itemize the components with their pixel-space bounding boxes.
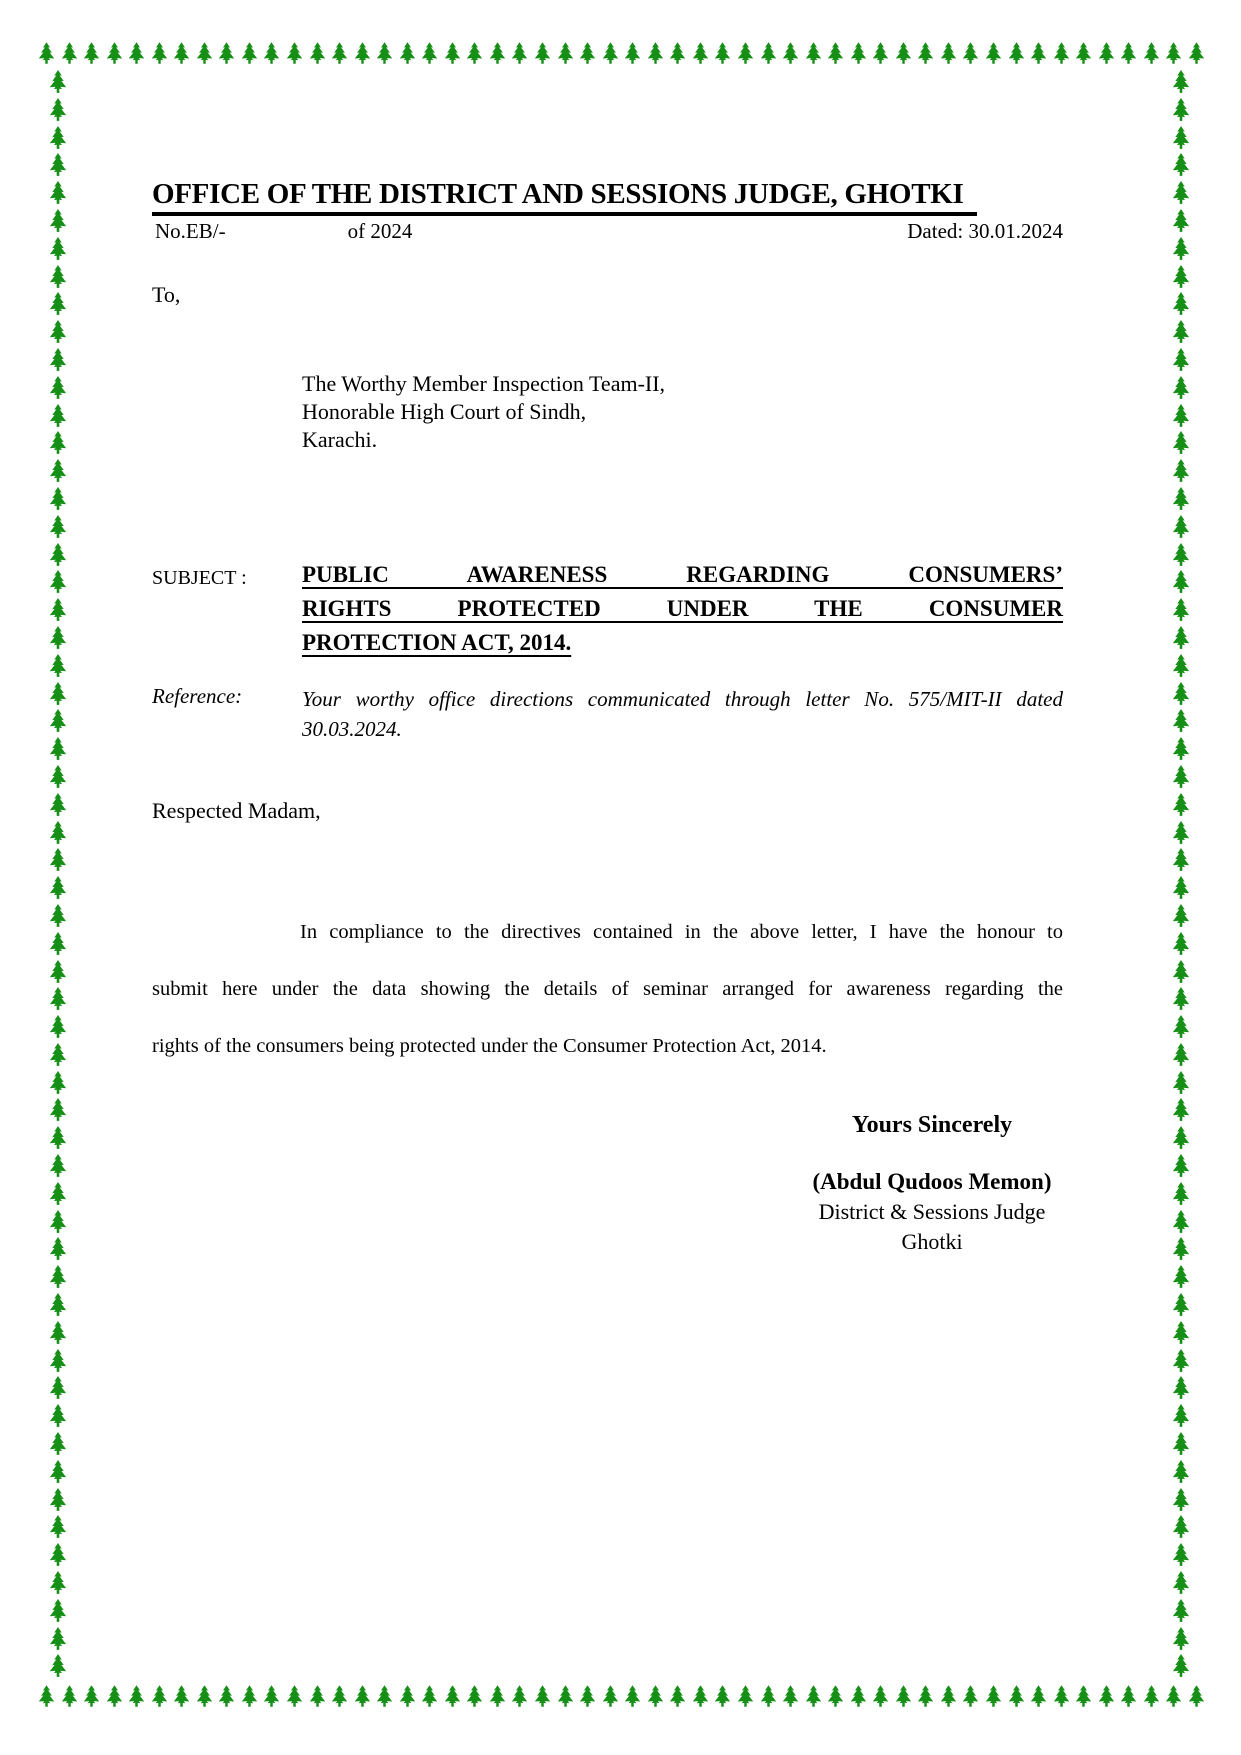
letter-date: Dated: 30.01.2024	[907, 219, 1063, 243]
pine-tree-icon	[1073, 1685, 1094, 1711]
pine-tree-icon	[46, 1043, 72, 1069]
pine-tree-icon	[1186, 1685, 1207, 1711]
pine-tree-icon	[1169, 126, 1195, 152]
signatory-title: District & Sessions Judge	[818, 1199, 1046, 1224]
pine-tree-icon	[46, 320, 72, 346]
pine-tree-icon	[46, 459, 72, 485]
subject-line: RIGHTS PROTECTED UNDER THE CONSUMER	[302, 596, 1063, 621]
pine-tree-icon	[690, 1685, 711, 1711]
recipient-address	[302, 370, 1063, 454]
pine-tree-icon	[46, 598, 72, 624]
pine-tree-icon	[46, 515, 72, 541]
pine-tree-icon	[983, 1685, 1004, 1711]
pine-tree-icon	[46, 265, 72, 291]
pine-tree-icon	[1186, 42, 1207, 68]
pine-tree-icon	[1169, 376, 1195, 402]
pine-tree-icon	[36, 42, 57, 68]
pine-tree-icon	[46, 626, 72, 652]
pine-tree-icon	[848, 1685, 869, 1711]
pine-tree-icon	[1169, 1349, 1195, 1375]
pine-tree-icon	[1141, 42, 1162, 68]
pine-tree-icon	[46, 487, 72, 513]
pine-tree-icon	[893, 1685, 914, 1711]
pine-tree-icon	[46, 348, 72, 374]
pine-tree-icon	[1169, 1515, 1195, 1541]
signatory-place: Ghotki	[901, 1229, 963, 1254]
pine-tree-icon	[46, 821, 72, 847]
pine-tree-icon	[307, 1685, 328, 1711]
subject-line: PROTECTION ACT, 2014.	[302, 630, 572, 655]
pine-tree-icon	[46, 1071, 72, 1097]
pine-tree-icon	[46, 932, 72, 958]
pine-tree-icon	[487, 1685, 508, 1711]
pine-tree-icon	[1169, 1321, 1195, 1347]
pine-tree-icon	[46, 848, 72, 874]
tree-border-bottom	[36, 1685, 1207, 1711]
pine-tree-icon	[1169, 487, 1195, 513]
pine-tree-icon	[1169, 682, 1195, 708]
pine-tree-icon	[1169, 1015, 1195, 1041]
pine-tree-icon	[712, 1685, 733, 1711]
pine-tree-icon	[46, 1126, 72, 1152]
pine-tree-icon	[1169, 515, 1195, 541]
pine-tree-icon	[374, 1685, 395, 1711]
pine-tree-icon	[46, 1571, 72, 1597]
greeting: Respected Madam,	[152, 798, 321, 823]
pine-tree-icon	[46, 376, 72, 402]
pine-tree-icon	[1169, 1654, 1195, 1680]
pine-tree-icon	[442, 1685, 463, 1711]
pine-tree-icon	[46, 1460, 72, 1486]
pine-tree-icon	[397, 1685, 418, 1711]
recipient-line: The Worthy Member Inspection Team-II,	[302, 371, 666, 396]
pine-tree-icon	[938, 1685, 959, 1711]
pine-tree-icon	[352, 1685, 373, 1711]
pine-tree-icon	[1163, 42, 1184, 68]
closing-salutation: Yours Sincerely	[851, 1112, 1013, 1138]
pine-tree-icon	[1169, 1432, 1195, 1458]
reference-label: Reference:	[152, 684, 243, 708]
pine-tree-icon	[1169, 1599, 1195, 1625]
pine-tree-icon	[1096, 1685, 1117, 1711]
signatory-name: (Abdul Qudoos Memon)	[812, 1169, 1052, 1194]
pine-tree-icon	[1169, 654, 1195, 680]
pine-tree-icon	[419, 1685, 440, 1711]
pine-tree-icon	[46, 209, 72, 235]
pine-tree-icon	[1169, 1182, 1195, 1208]
pine-tree-icon	[46, 1265, 72, 1291]
pine-tree-icon	[1118, 42, 1139, 68]
pine-tree-icon	[46, 70, 72, 96]
reference-number-line	[152, 219, 1063, 244]
pine-tree-icon	[46, 654, 72, 680]
pine-tree-icon	[46, 876, 72, 902]
pine-tree-icon	[1169, 1098, 1195, 1124]
pine-tree-icon	[600, 1685, 621, 1711]
pine-tree-icon	[803, 1685, 824, 1711]
letter-year: of 2024	[347, 219, 413, 243]
pine-tree-icon	[645, 1685, 666, 1711]
pine-tree-icon	[46, 1015, 72, 1041]
pine-tree-icon	[329, 1685, 350, 1711]
pine-tree-icon	[81, 42, 102, 68]
pine-tree-icon	[46, 960, 72, 986]
pine-tree-icon	[46, 570, 72, 596]
pine-tree-icon	[46, 709, 72, 735]
pine-tree-icon	[1169, 904, 1195, 930]
pine-tree-icon	[126, 1685, 147, 1711]
pine-tree-icon	[46, 1321, 72, 1347]
pine-tree-icon	[1006, 1685, 1027, 1711]
pine-tree-icon	[46, 737, 72, 763]
pine-tree-icon	[509, 1685, 530, 1711]
pine-tree-icon	[1169, 737, 1195, 763]
pine-tree-icon	[1169, 153, 1195, 179]
subject-line: PUBLIC AWARENESS REGARDING CONSUMERS’	[302, 562, 1063, 587]
pine-tree-icon	[126, 42, 147, 68]
pine-tree-icon	[1169, 181, 1195, 207]
pine-tree-icon	[1169, 1043, 1195, 1069]
pine-tree-icon	[532, 1685, 553, 1711]
pine-tree-icon	[1169, 1237, 1195, 1263]
pine-tree-icon	[1169, 848, 1195, 874]
reference-line: 30.03.2024.	[302, 717, 402, 741]
pine-tree-icon	[1169, 1488, 1195, 1514]
pine-tree-icon	[577, 1685, 598, 1711]
pine-tree-icon	[1169, 932, 1195, 958]
pine-tree-icon	[1169, 459, 1195, 485]
subject-section	[152, 558, 1063, 660]
pine-tree-icon	[46, 1376, 72, 1402]
pine-tree-icon	[46, 1543, 72, 1569]
recipient-line: Honorable High Court of Sindh,	[302, 399, 587, 424]
pine-tree-icon	[46, 793, 72, 819]
pine-tree-icon	[46, 1599, 72, 1625]
pine-tree-icon	[1169, 292, 1195, 318]
pine-tree-icon	[194, 1685, 215, 1711]
pine-tree-icon	[1169, 404, 1195, 430]
pine-tree-icon	[46, 1349, 72, 1375]
pine-tree-icon	[46, 98, 72, 124]
pine-tree-icon	[104, 42, 125, 68]
pine-tree-icon	[46, 126, 72, 152]
pine-tree-icon	[1169, 1376, 1195, 1402]
pine-tree-icon	[46, 682, 72, 708]
pine-tree-icon	[1096, 42, 1117, 68]
pine-tree-icon	[149, 1685, 170, 1711]
pine-tree-icon	[46, 153, 72, 179]
pine-tree-icon	[1169, 431, 1195, 457]
pine-tree-icon	[261, 1685, 282, 1711]
pine-tree-icon	[825, 1685, 846, 1711]
pine-tree-icon	[46, 1404, 72, 1430]
pine-tree-icon	[1169, 570, 1195, 596]
pine-tree-icon	[464, 1685, 485, 1711]
pine-tree-icon	[1169, 793, 1195, 819]
pine-tree-icon	[1169, 98, 1195, 124]
pine-tree-icon	[171, 1685, 192, 1711]
pine-tree-icon	[1169, 598, 1195, 624]
pine-tree-icon	[622, 1685, 643, 1711]
pine-tree-icon	[46, 1237, 72, 1263]
body-line: rights of the consumers being protected under the Consumer Protection Act, 2014.	[152, 1035, 827, 1057]
pine-tree-icon	[667, 1685, 688, 1711]
pine-tree-icon	[1169, 1460, 1195, 1486]
pine-tree-icon	[46, 904, 72, 930]
pine-tree-icon	[1028, 1685, 1049, 1711]
pine-tree-icon	[1169, 1210, 1195, 1236]
pine-tree-icon	[1169, 1265, 1195, 1291]
pine-tree-icon	[36, 1685, 57, 1711]
pine-tree-icon	[780, 1685, 801, 1711]
pine-tree-icon	[915, 1685, 936, 1711]
recipient-line: Karachi.	[302, 427, 378, 452]
pine-tree-icon	[46, 1154, 72, 1180]
pine-tree-icon	[735, 1685, 756, 1711]
pine-tree-icon	[1169, 1154, 1195, 1180]
reference-line: Your worthy office directions communicated through letter No. 575/MIT-II dated	[302, 687, 1063, 711]
pine-tree-icon	[46, 181, 72, 207]
pine-tree-icon	[216, 1685, 237, 1711]
to-salutation: To,	[152, 282, 181, 307]
pine-tree-icon	[1169, 1126, 1195, 1152]
pine-tree-icon	[46, 543, 72, 569]
pine-tree-icon	[46, 1627, 72, 1653]
pine-tree-icon	[46, 1654, 72, 1680]
pine-tree-icon	[1169, 70, 1195, 96]
letter-number: No.EB/-	[155, 219, 226, 243]
pine-tree-icon	[46, 1432, 72, 1458]
pine-tree-icon	[1169, 1404, 1195, 1430]
body-line: submit here under the data showing the details of seminar arranged for awareness regarding the	[152, 978, 1063, 1000]
tree-border-right	[1169, 70, 1195, 1681]
pine-tree-icon	[1163, 1685, 1184, 1711]
pine-tree-icon	[1169, 765, 1195, 791]
pine-tree-icon	[1169, 237, 1195, 263]
pine-tree-icon	[870, 1685, 891, 1711]
pine-tree-icon	[960, 1685, 981, 1711]
pine-tree-icon	[46, 404, 72, 430]
pine-tree-icon	[59, 1685, 80, 1711]
pine-tree-icon	[1169, 876, 1195, 902]
pine-tree-icon	[46, 1182, 72, 1208]
pine-tree-icon	[46, 1098, 72, 1124]
letter-content	[152, 0, 1063, 1257]
body-line: In compliance to the directives contained in the above letter, I have the honour to	[300, 921, 1063, 943]
pine-tree-icon	[46, 1210, 72, 1236]
pine-tree-icon	[46, 1515, 72, 1541]
pine-tree-icon	[1118, 1685, 1139, 1711]
pine-tree-icon	[59, 42, 80, 68]
pine-tree-icon	[1169, 709, 1195, 735]
pine-tree-icon	[1169, 265, 1195, 291]
subject-text	[302, 558, 1063, 660]
pine-tree-icon	[81, 1685, 102, 1711]
pine-tree-icon	[46, 237, 72, 263]
pine-tree-icon	[1141, 1685, 1162, 1711]
pine-tree-icon	[555, 1685, 576, 1711]
signature-block	[782, 1167, 1082, 1257]
office-title: OFFICE OF THE DISTRICT AND SESSIONS JUDGE, GHOTKI	[152, 178, 977, 216]
pine-tree-icon	[1073, 42, 1094, 68]
pine-tree-icon	[1169, 1543, 1195, 1569]
pine-tree-icon	[1169, 1071, 1195, 1097]
pine-tree-icon	[1169, 821, 1195, 847]
pine-tree-icon	[46, 987, 72, 1013]
pine-tree-icon	[46, 1488, 72, 1514]
pine-tree-icon	[1169, 626, 1195, 652]
pine-tree-icon	[1169, 1293, 1195, 1319]
reference-text	[302, 684, 1063, 744]
pine-tree-icon	[1169, 320, 1195, 346]
pine-tree-icon	[46, 1293, 72, 1319]
pine-tree-icon	[1051, 1685, 1072, 1711]
pine-tree-icon	[1169, 543, 1195, 569]
pine-tree-icon	[1169, 1571, 1195, 1597]
pine-tree-icon	[1169, 987, 1195, 1013]
pine-tree-icon	[46, 765, 72, 791]
pine-tree-icon	[1169, 960, 1195, 986]
pine-tree-icon	[46, 292, 72, 318]
pine-tree-icon	[1169, 1627, 1195, 1653]
pine-tree-icon	[46, 431, 72, 457]
subject-label: SUBJECT :	[152, 567, 247, 589]
pine-tree-icon	[1169, 348, 1195, 374]
letter-body	[152, 918, 1063, 1060]
reference-section	[152, 684, 1063, 744]
pine-tree-icon	[104, 1685, 125, 1711]
pine-tree-icon	[239, 1685, 260, 1711]
pine-tree-icon	[758, 1685, 779, 1711]
pine-tree-icon	[284, 1685, 305, 1711]
pine-tree-icon	[1169, 209, 1195, 235]
tree-border-left	[46, 70, 72, 1681]
